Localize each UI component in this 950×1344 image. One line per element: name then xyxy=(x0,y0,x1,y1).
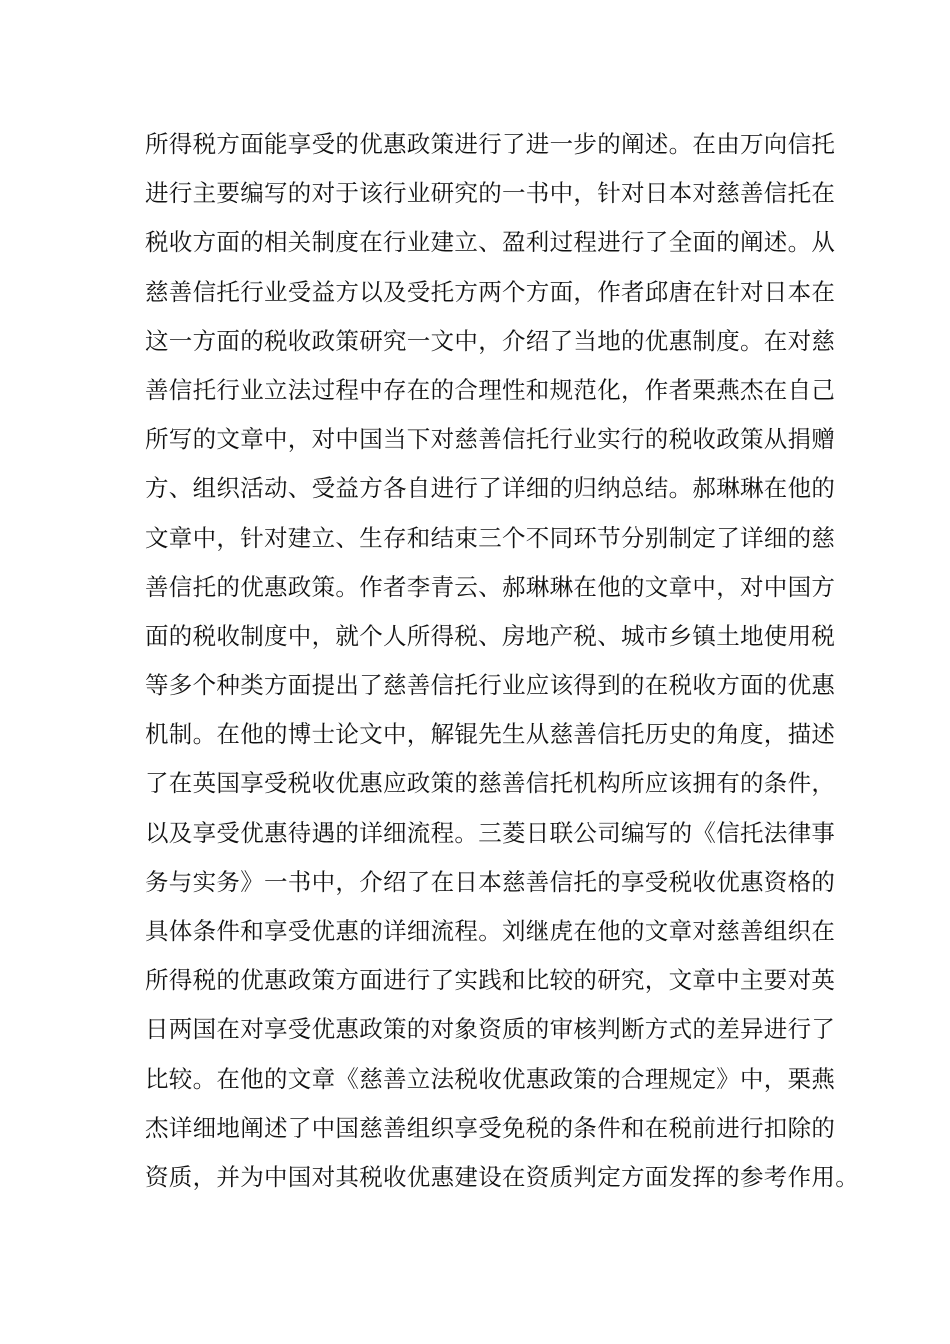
text-line: 日两国在对享受优惠政策的对象资质的审核判断方式的差异进行了 xyxy=(145,1015,836,1044)
text-line: 这一方面的税收政策研究一文中，介绍了当地的优惠制度。在对慈 xyxy=(145,326,836,355)
text-line: 所得税的优惠政策方面进行了实践和比较的研究，文章中主要对英 xyxy=(145,966,836,995)
text-line: 务与实务》一书中，介绍了在日本慈善信托的享受税收优惠资格的 xyxy=(145,867,836,896)
text-line: 具体条件和享受优惠的详细流程。刘继虎在他的文章对慈善组织在 xyxy=(145,917,836,945)
text-line: 机制。在他的博士论文中，解锟先生从慈善信托历史的角度，描述 xyxy=(145,720,836,749)
text-line: 杰详细地阐述了中国慈善组织享受免税的条件和在税前进行扣除的 xyxy=(145,1113,836,1142)
text-line: 以及享受优惠待遇的详细流程。三菱日联公司编写的《信托法律事 xyxy=(145,818,836,847)
text-line: 所得税方面能享受的优惠政策进行了进一步的阐述。在由万向信托 xyxy=(145,130,836,158)
text-line: 文章中，针对建立、生存和结束三个不同环节分别制定了详细的慈 xyxy=(145,523,836,552)
text-line: 慈善信托行业受益方以及受托方两个方面，作者邱唐在针对日本在 xyxy=(145,277,836,306)
text-line: 进行主要编写的对于该行业研究的一书中，针对日本对慈善信托在 xyxy=(145,179,836,208)
text-line: 方、组织活动、受益方各自进行了详细的归纳总结。郝琳琳在他的 xyxy=(145,474,836,503)
text-line: 等多个种类方面提出了慈善信托行业应该得到的在税收方面的优惠 xyxy=(145,671,836,700)
text-line: 了在英国享受税收优惠应政策的慈善信托机构所应该拥有的条件， xyxy=(145,769,836,798)
text-line: 所写的文章中，对中国当下对慈善信托行业实行的税收政策从捐赠 xyxy=(145,425,836,454)
text-line: 税收方面的相关制度在行业建立、盈利过程进行了全面的阐述。从 xyxy=(145,228,836,257)
text-line: 比较。在他的文章《慈善立法税收优惠政策的合理规定》中，栗燕 xyxy=(145,1064,836,1093)
text-line: 资质，并为中国对其税收优惠建设在资质判定方面发挥的参考作用。 xyxy=(145,1162,859,1191)
text-line: 面的税收制度中，就个人所得税、房地产税、城市乡镇土地使用税 xyxy=(145,621,836,650)
text-line: 善信托的优惠政策。作者李青云、郝琳琳在他的文章中，对中国方 xyxy=(145,572,836,601)
text-line: 善信托行业立法过程中存在的合理性和规范化，作者栗燕杰在自己 xyxy=(145,375,836,404)
body-paragraph xyxy=(145,120,859,1202)
